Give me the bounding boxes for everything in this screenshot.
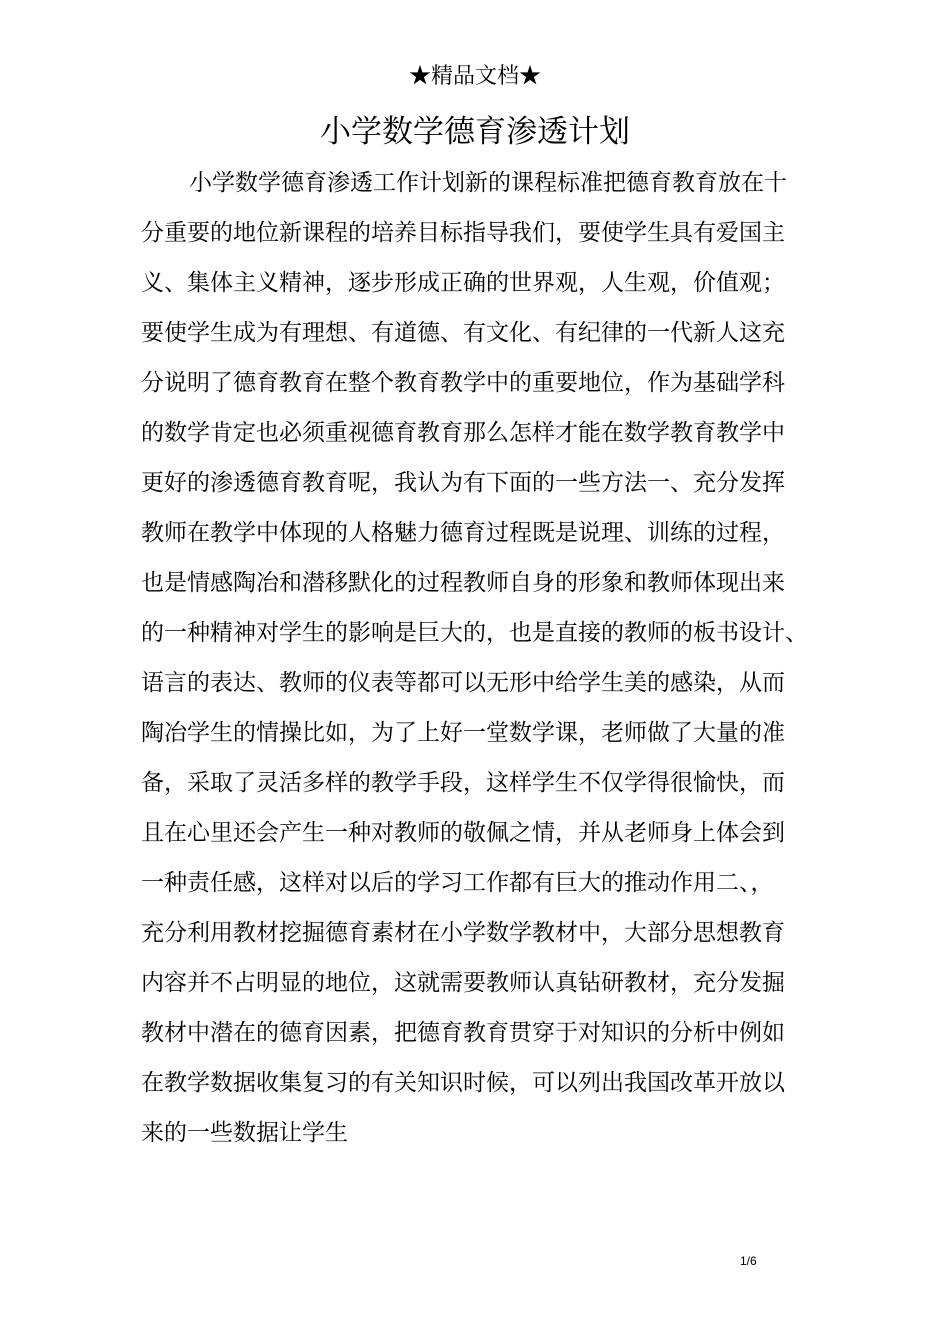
body-line: 来的一些数据让学生 — [141, 1120, 348, 1146]
body-line: 备，采取了灵活多样的教学手段，这样学生不仅学得很愉快，而 — [141, 770, 785, 796]
document-title: 小学数学德育渗透计划 — [320, 114, 630, 150]
body-line: 也是情感陶冶和潜移默化的过程教师自身的形象和教师体现出来 — [141, 570, 785, 596]
body-line: 小学数学德育渗透工作计划新的课程标准把德育教育放在十 — [189, 170, 787, 196]
body-line: 且在心里还会产生一种对教师的敬佩之情，并从老师身上体会到 — [141, 820, 785, 846]
body-line: 教师在教学中体现的人格魅力德育过程既是说理、训练的过程， — [141, 520, 785, 546]
body-line: 陶冶学生的情操比如，为了上好一堂数学课，老师做了大量的准 — [141, 720, 785, 746]
body-line: 语言的表达、教师的仪表等都可以无形中给学生美的感染，从而 — [141, 670, 785, 696]
body-line: 一种责任感，这样对以后的学习工作都有巨大的推动作用二、， — [141, 870, 774, 896]
body-line: 内容并不占明显的地位，这就需要教师认真钻研教材，充分发掘 — [141, 970, 785, 996]
document-header: ★精品文档★ — [408, 64, 541, 89]
body-line: 充分利用教材挖掘德育素材在小学数学教材中，大部分思想教育 — [141, 920, 785, 946]
body-line: 在教学数据收集复习的有关知识时候，可以列出我国改革开放以 — [141, 1070, 785, 1096]
body-line: 要使学生成为有理想、有道德、有文化、有纪律的一代新人这充 — [141, 320, 785, 346]
document-body — [141, 166, 861, 1166]
page-number: 1/6 — [740, 1254, 757, 1268]
body-line: 分重要的地位新课程的培养目标指导我们，要使学生具有爱国主 — [141, 220, 785, 246]
body-line: 的一种精神对学生的影响是巨大的，也是直接的教师的板书设计、 — [141, 620, 808, 646]
body-line: 义、集体主义精神，逐步形成正确的世界观，人生观，价值观； — [141, 270, 785, 296]
body-line: 教材中潜在的德育因素，把德育教育贯穿于对知识的分析中例如 — [141, 1020, 785, 1046]
body-line: 分说明了德育教育在整个教育教学中的重要地位，作为基础学科 — [141, 370, 785, 396]
body-line: 的数学肯定也必须重视德育教育那么怎样才能在数学教育教学中 — [141, 420, 785, 446]
body-line: 更好的渗透德育教育呢，我认为有下面的一些方法一、充分发挥 — [141, 470, 785, 496]
